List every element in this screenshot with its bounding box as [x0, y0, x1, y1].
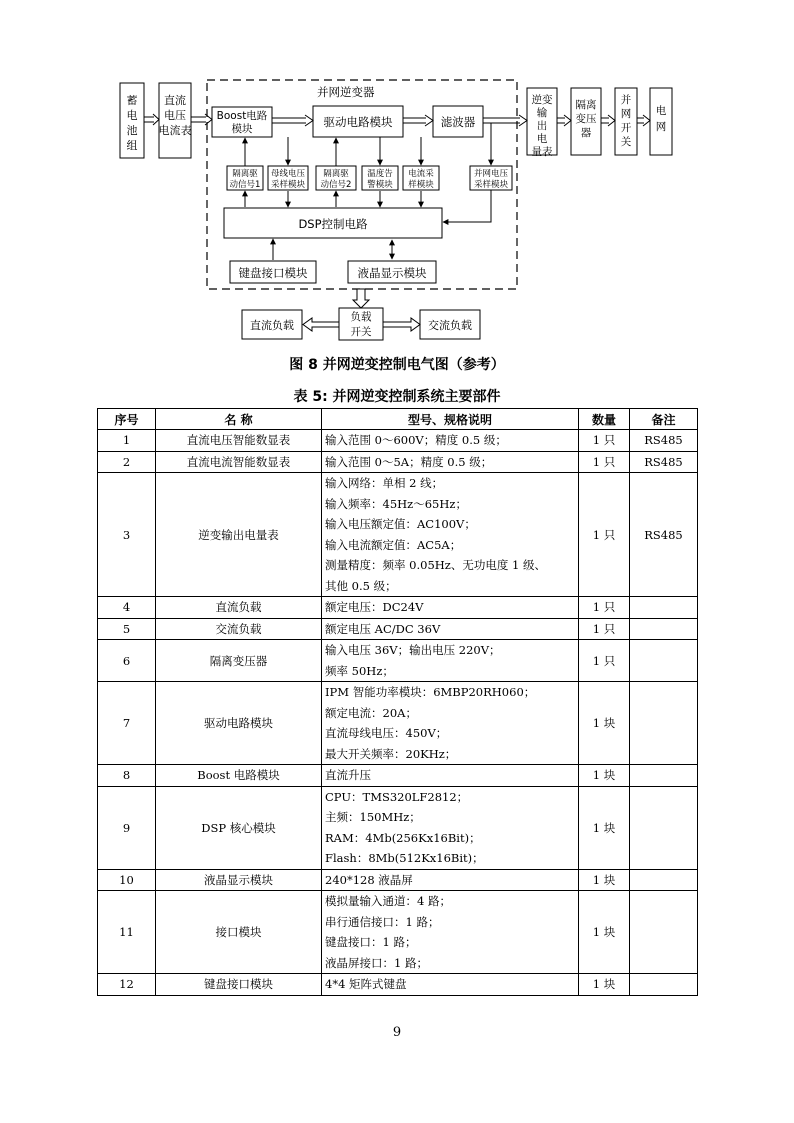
header-note: 备注 [630, 409, 698, 430]
temp-alarm-label: 温度告警模块 [367, 169, 393, 190]
iso-drive1-label: 隔离驱动信号1 [229, 169, 261, 190]
iso-drive2-label: 隔离驱动信号2 [320, 169, 352, 190]
spec-line: 测量精度：频率 0.05Hz、无功电度 1 级、 [325, 558, 546, 572]
dsp-label: DSP控制电路 [298, 217, 368, 231]
cell-name: 液晶显示模块 [156, 869, 322, 891]
table-title: 表 5: 并网逆变控制系统主要部件 [293, 389, 501, 405]
cell-no: 12 [98, 974, 156, 996]
cell-no: 6 [98, 640, 156, 682]
cell-note [630, 786, 698, 869]
cell-name: Boost 电路模块 [156, 765, 322, 787]
spec-line: CPU：TMS320LF2812； [325, 789, 469, 804]
cell-name: 驱动电路模块 [156, 682, 322, 765]
spec-line: 直流升压 [325, 768, 371, 782]
spec-line: 240*128 液晶屏 [325, 872, 413, 887]
cell-spec [322, 869, 579, 891]
boost-label: Boost电路模块 [216, 110, 268, 135]
cell-qty: 1 只 [579, 451, 630, 473]
cell-spec [322, 974, 579, 996]
cell-name: 交流负载 [156, 618, 322, 640]
current-sample-label: 电流采样模块 [408, 169, 434, 190]
dc-load-label: 直流负载 [250, 319, 294, 332]
table-body [98, 430, 698, 996]
cell-qty: 1 块 [579, 974, 630, 996]
table-row [98, 597, 698, 619]
cell-name: 隔离变压器 [156, 640, 322, 682]
inv-meter-label: 逆变输出电量表 [531, 94, 553, 158]
spec-line: 输入范围 0～600V；精度 0.5 级； [325, 433, 507, 447]
cell-no: 2 [98, 451, 156, 473]
load-switch-label: 负载开关 [350, 311, 372, 338]
small-modules [227, 166, 512, 190]
spec-line: 输入频率：45Hz～65Hz； [325, 496, 467, 511]
cell-spec [322, 473, 579, 597]
cell-no: 10 [98, 869, 156, 891]
keyboard-label: 键盘接口模块 [238, 266, 308, 280]
table-row [98, 640, 698, 682]
header-name: 名 称 [156, 409, 322, 430]
ac-load-label: 交流负载 [428, 319, 472, 332]
cell-no: 1 [98, 430, 156, 452]
cell-spec [322, 640, 579, 682]
spec-line: 输入电流额定值：AC5A； [325, 537, 462, 552]
cell-qty: 1 块 [579, 786, 630, 869]
cell-name: 键盘接口模块 [156, 974, 322, 996]
filter-label: 滤波器 [440, 115, 476, 129]
cell-spec [322, 891, 579, 974]
spec-line: 频率 50Hz； [325, 663, 394, 678]
spec-line: 模拟量输入通道：4 路； [325, 894, 451, 908]
cell-note [630, 869, 698, 891]
grid-label: 电网 [655, 105, 667, 133]
cell-spec [322, 430, 579, 452]
cell-no: 9 [98, 786, 156, 869]
spec-line: 串行通信接口：1 路； [325, 914, 440, 929]
spec-line: 额定电压：DC24V [325, 600, 424, 614]
table-row [98, 451, 698, 473]
electrical-diagram [0, 0, 794, 345]
cell-spec [322, 618, 579, 640]
table-row [98, 869, 698, 891]
cell-note: RS485 [630, 473, 698, 597]
cell-spec [322, 786, 579, 869]
table-row [98, 891, 698, 974]
table-row [98, 430, 698, 452]
figure-caption: 图 8 并网逆变控制电气图（参考） [289, 357, 505, 373]
cell-note [630, 640, 698, 682]
cell-note [630, 682, 698, 765]
table-row [98, 765, 698, 787]
cell-no: 4 [98, 597, 156, 619]
cell-note: RS485 [630, 451, 698, 473]
cell-spec [322, 451, 579, 473]
cell-qty: 1 块 [579, 869, 630, 891]
cell-spec [322, 682, 579, 765]
page-number: 9 [392, 1025, 402, 1040]
table-row [98, 473, 698, 597]
cell-name: 直流负载 [156, 597, 322, 619]
drive-label: 驱动电路模块 [323, 115, 393, 129]
spec-line: 最大开关频率：20KHz； [325, 746, 457, 761]
lcd-label: 液晶显示模块 [357, 266, 427, 280]
cell-name: 直流电压智能数显表 [156, 430, 322, 452]
cell-note [630, 618, 698, 640]
cell-no: 5 [98, 618, 156, 640]
spec-line: 输入电压额定值：AC100V； [325, 517, 476, 531]
spec-line: 主频：150MHz； [325, 810, 421, 824]
cell-no: 11 [98, 891, 156, 974]
table-row [98, 974, 698, 996]
spec-line: 键盘接口：1 路； [325, 935, 417, 949]
table-row [98, 618, 698, 640]
cell-no: 3 [98, 473, 156, 597]
inverter-group-label: 并网逆变器 [317, 85, 375, 99]
bus-sample-label: 母线电压采样模块 [270, 169, 306, 190]
transformer-label: 隔离变压器 [575, 99, 597, 139]
spec-line: 额定电流：20A； [325, 705, 417, 720]
spec-line: IPM 智能功率模块：6MBP20RH060； [325, 685, 536, 699]
cell-spec [322, 597, 579, 619]
cell-spec [322, 765, 579, 787]
cell-qty: 1 只 [579, 430, 630, 452]
cell-note: RS485 [630, 430, 698, 452]
spec-line: 液晶屏接口：1 路； [325, 955, 428, 970]
header-qty: 数量 [579, 409, 630, 430]
parts-table [97, 408, 698, 996]
cell-qty: 1 只 [579, 473, 630, 597]
cell-name: 接口模块 [156, 891, 322, 974]
table-row [98, 682, 698, 765]
cell-qty: 1 块 [579, 891, 630, 974]
cell-qty: 1 块 [579, 682, 630, 765]
spec-line: Flash：8Mb(512Kx16Bit)； [325, 851, 484, 865]
spec-line: 输入范围 0～5A；精度 0.5 级； [325, 454, 493, 469]
signal-arrows [245, 123, 491, 260]
cell-note [630, 765, 698, 787]
cell-qty: 1 块 [579, 765, 630, 787]
cell-no: 7 [98, 682, 156, 765]
table-header-row [98, 409, 698, 430]
cell-qty: 1 只 [579, 618, 630, 640]
grid-switch-label: 并网开关 [620, 94, 632, 148]
spec-line: 其他 0.5 级； [325, 578, 397, 593]
cell-qty: 1 只 [579, 597, 630, 619]
spec-line: 输入电压 36V；输出电压 220V； [325, 643, 501, 657]
header-spec: 型号、规格说明 [322, 409, 579, 430]
cell-name: 逆变输出电量表 [156, 473, 322, 597]
cell-qty: 1 只 [579, 640, 630, 682]
grid-sample-label: 并网电压采样模块 [473, 169, 509, 190]
cell-note [630, 597, 698, 619]
cell-name: DSP 核心模块 [156, 786, 322, 869]
spec-line: 输入网络：单相 2 线； [325, 476, 444, 490]
spec-line: 额定电压 AC/DC 36V [325, 621, 441, 636]
cell-note [630, 974, 698, 996]
battery-label: 蓄电池组 [126, 94, 138, 152]
table-row [98, 786, 698, 869]
spec-line: 直流母线电压：450V； [325, 726, 448, 740]
spec-line: 4*4 矩阵式键盘 [325, 977, 407, 991]
cell-note [630, 891, 698, 974]
spec-line: RAM：4Mb(256Kx16Bit)； [325, 830, 481, 845]
dc-meter-label: 直流电压电流表 [158, 94, 192, 137]
cell-no: 8 [98, 765, 156, 787]
header-no: 序号 [98, 409, 156, 430]
cell-name: 直流电流智能数显表 [156, 451, 322, 473]
